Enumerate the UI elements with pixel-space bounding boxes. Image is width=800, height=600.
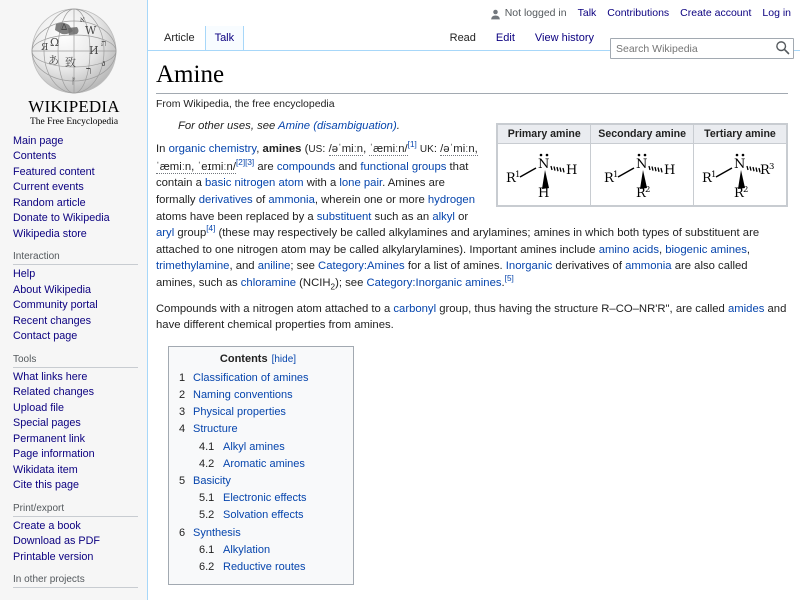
p1-text-27: . (501, 277, 505, 289)
svg-text:Я: Я (41, 43, 49, 53)
toc-entry[interactable] (179, 456, 337, 473)
sidebar-item[interactable] (0, 180, 147, 196)
link-aryl[interactable]: aryl (156, 227, 175, 240)
tab-edit[interactable]: Edit (486, 26, 525, 50)
sidebar-portals (0, 134, 147, 589)
toc-entry[interactable] (179, 490, 337, 507)
svg-text:W: W (85, 24, 97, 37)
sidebar-link-contents[interactable]: Contents (13, 150, 57, 163)
p1-text-25: (NCIH (296, 277, 331, 289)
svg-text:N: N (636, 157, 648, 173)
reference-5[interactable]: [5] (504, 274, 514, 284)
toc-link-synthesis[interactable]: Synthesis (193, 526, 241, 539)
link-substituent[interactable]: substituent (316, 210, 372, 223)
link-trimethylamine[interactable]: trimethylamine (156, 260, 230, 273)
svg-text:ת: ת (101, 39, 107, 49)
sidebar-link-wikidata-item[interactable]: Wikidata item (13, 463, 78, 476)
secondary-amine-structure-icon (598, 146, 686, 198)
svg-text:1: 1 (515, 170, 521, 181)
svg-text:N: N (734, 157, 746, 173)
sidebar-item[interactable] (0, 550, 147, 566)
p1-text-8: that contain a (156, 160, 469, 190)
sidebar-link-donate[interactable]: Donate to Wikipedia (13, 212, 110, 225)
toc-entry[interactable] (179, 439, 337, 456)
p1-text-10: . Amines are formally (156, 177, 445, 207)
hatnote-prefix: For other uses, see (178, 120, 279, 133)
structure-cell-primary (498, 144, 591, 206)
sidebar-item[interactable] (0, 401, 147, 417)
toc-number: 3 (179, 406, 186, 419)
sidebar-item[interactable] (0, 298, 147, 314)
toc-number: 4.2 (199, 457, 215, 470)
svg-text:3: 3 (769, 162, 775, 173)
toc-number: 6.2 (199, 561, 215, 574)
sidebar-heading-in-other-projects: In other projects (13, 574, 138, 588)
page-title: Amine (156, 59, 788, 94)
p2-text-2: group, thus having the structure R–CO–NR'R", are called (436, 302, 728, 315)
sidebar (0, 0, 148, 600)
sidebar-link-recent-changes[interactable]: Recent changes (13, 314, 92, 327)
toc-number: 4.1 (199, 440, 215, 453)
sidebar-link-cite-this-page[interactable]: Cite this page (13, 479, 80, 492)
toc-entry[interactable] (179, 525, 337, 542)
p1-text-16: group (174, 227, 207, 240)
structure-header-primary: Primary amine (498, 125, 591, 144)
p1-text-19: , (746, 243, 751, 256)
toc-number: 5.2 (199, 509, 215, 522)
link-inorganic[interactable]: Inorganic (505, 260, 553, 273)
tertiary-amine-structure-icon (696, 146, 784, 198)
sidebar-item[interactable] (0, 370, 147, 386)
p1-text-22: for a list of amines. (404, 260, 506, 273)
link-hydrogen[interactable]: hydrogen (427, 194, 475, 207)
sidebar-heading-tools: Tools (13, 354, 138, 368)
sidebar-link-random-article[interactable]: Random article (13, 196, 86, 209)
svg-text:2: 2 (645, 185, 651, 196)
svg-text:H: H (538, 186, 550, 199)
toc-link-aromatic-amines[interactable]: Aromatic amines (223, 457, 305, 470)
link-aniline[interactable]: aniline (257, 260, 291, 273)
sidebar-heading-print-export: Print/export (13, 503, 138, 517)
content-area (148, 0, 800, 600)
lead-paragraph-2 (156, 301, 788, 334)
tab-view-history[interactable]: View history (525, 26, 604, 50)
toc-entry[interactable] (179, 507, 337, 524)
sidebar-link-current-events[interactable]: Current events (13, 181, 84, 194)
svg-text:א: א (80, 15, 85, 24)
link-ammonia[interactable]: ammonia (268, 194, 315, 207)
reference-2[interactable]: [2] (235, 158, 246, 168)
sidebar-link-related-changes[interactable]: Related changes (13, 386, 95, 399)
view-tabs (440, 26, 604, 50)
p1-text-1: In (156, 143, 169, 156)
toc-entry[interactable] (179, 473, 337, 490)
wikipedia-globe-icon (23, 6, 125, 96)
link-organic-chemistry[interactable]: organic chemistry (168, 143, 257, 156)
table-of-contents (168, 346, 354, 585)
sidebar-item[interactable] (0, 267, 147, 283)
ipa-us-1: /əˈmiːn (328, 143, 364, 156)
p2-text-3: and have different chemical properties from amines. (156, 302, 787, 332)
toc-title-label: Contents (219, 352, 268, 365)
link-functional-groups[interactable]: functional groups (360, 160, 447, 173)
toc-link-alkyl-amines[interactable]: Alkyl amines (223, 440, 285, 453)
p1-text-3: ( (301, 143, 309, 156)
p1-text-12: , wherein one or more (314, 194, 428, 207)
toc-number: 5 (179, 475, 186, 487)
toc-link-classification-of-amines[interactable]: Classification of amines (193, 371, 309, 384)
user-silhouette-icon (490, 9, 501, 20)
wikipedia-logo[interactable] (0, 0, 148, 127)
sidebar-section-navigation (0, 134, 147, 243)
p1-text-21: ; see (290, 260, 319, 273)
p1-text-6: are (254, 160, 277, 173)
svg-text:ᚠ: ᚠ (71, 77, 77, 87)
sidebar-link-download-as-pdf[interactable]: Download as PDF (13, 535, 101, 548)
tab-read[interactable]: Read (440, 26, 486, 50)
primary-amine-structure-icon (500, 146, 588, 198)
wikipedia-tagline: The Free Encyclopedia (29, 116, 119, 127)
hatnote-suffix: . (396, 120, 400, 133)
link-alkyl[interactable]: alkyl (432, 210, 455, 223)
ipa-us-2: ˈæmiːn/ (369, 143, 408, 156)
svg-text:H: H (566, 163, 578, 179)
toc-number: 1 (179, 371, 186, 384)
p1-text-9: with a (303, 177, 340, 190)
link-amides[interactable]: amides (727, 302, 765, 315)
toc-entry[interactable] (179, 559, 337, 576)
p1-comma-1: , (363, 143, 370, 156)
sidebar-item[interactable] (0, 165, 147, 181)
structure-cell-secondary (591, 144, 694, 206)
personal-link-log-in[interactable]: Log in (762, 7, 791, 19)
sidebar-link-permanent-link[interactable]: Permanent link (13, 432, 86, 445)
tab-article[interactable]: Article (154, 26, 205, 50)
link-chloramine[interactable]: chloramine (240, 277, 297, 289)
sidebar-heading-interaction: Interaction (13, 251, 138, 265)
link-category-amines[interactable]: Category:Amines (318, 260, 405, 273)
toc-link-reductive-routes[interactable]: Reductive routes (223, 561, 306, 574)
p1-text-14: such as an (371, 210, 433, 223)
toc-entry[interactable] (179, 387, 337, 404)
p1-text-2: , (256, 143, 263, 156)
p1-text-17: (these may respectively be called alkylamines and arylamines; amines in which both types of substituent are attached to one nitrogen atom may be called alkylarylamines). Important amines include (156, 227, 760, 256)
formula-subscript-2: 2 (330, 282, 336, 292)
p1-text-4: : (322, 143, 329, 156)
ipa-uk: /əˈmiːn, ˈæmiːn, ˈeɪmiːn/ (156, 143, 478, 173)
sidebar-item[interactable] (0, 432, 147, 448)
toc-toggle-hide[interactable]: [hide] (271, 353, 297, 365)
structures-diagram-row (498, 144, 787, 206)
toc-number: 2 (179, 388, 186, 401)
personal-tools-bar (148, 0, 800, 26)
toc-link-basicity[interactable]: Basicity (193, 475, 231, 487)
structure-header-tertiary: Tertiary amine (694, 125, 787, 144)
p1-text-11: of (252, 194, 269, 207)
svg-text:H: H (664, 163, 676, 179)
sidebar-link-featured-content[interactable]: Featured content (13, 165, 95, 178)
toc-entry[interactable] (179, 421, 337, 438)
not-logged-in-status (490, 7, 567, 19)
sidebar-item[interactable] (0, 211, 147, 227)
p1-text-24: are also called amines, such as (156, 260, 748, 289)
svg-text:あ: あ (48, 54, 59, 67)
article-body (148, 51, 800, 600)
p1-text-15: or (454, 210, 469, 223)
term-amines: amines (262, 143, 302, 156)
structures-table (497, 124, 787, 206)
toc-number: 4 (179, 423, 186, 436)
personal-link-create-account[interactable]: Create account (680, 7, 752, 19)
link-amino-acids[interactable]: amino acids (598, 243, 659, 256)
sidebar-link-what-links-here[interactable]: What links here (13, 370, 88, 383)
sidebar-link-main-page[interactable]: Main page (13, 134, 64, 147)
tab-talk[interactable]: Talk (205, 26, 245, 50)
sidebar-link-printable-version[interactable]: Printable version (13, 550, 94, 563)
svg-text:1: 1 (613, 170, 619, 181)
link-carbonyl[interactable]: carbonyl (393, 302, 437, 315)
sidebar-item[interactable] (0, 283, 147, 299)
p1-text-23: derivatives of (552, 260, 626, 273)
reference-3[interactable]: [3] (245, 158, 255, 168)
sidebar-item[interactable] (0, 463, 147, 479)
toc-link-physical-properties[interactable]: Physical properties (193, 406, 286, 419)
toc-number: 6 (179, 526, 186, 539)
link-ammonia-2[interactable]: ammonia (625, 260, 672, 273)
reference-1[interactable]: [1] (407, 140, 417, 150)
toc-link-alkylation[interactable]: Alkylation (223, 543, 271, 556)
sidebar-item[interactable] (0, 314, 147, 330)
link-nitrogen-atom[interactable]: nitrogen atom (234, 177, 304, 190)
toc-link-structure[interactable]: Structure (193, 423, 238, 436)
p1-text-7: and (335, 160, 361, 173)
personal-link-contributions[interactable]: Contributions (607, 7, 670, 19)
namespace-tabs (154, 26, 244, 50)
svg-text:ᐃ: ᐃ (61, 23, 68, 33)
svg-text:R: R (636, 186, 646, 199)
sidebar-link-upload-file[interactable]: Upload file (13, 401, 65, 414)
sidebar-link-create-a-book[interactable]: Create a book (13, 519, 81, 532)
p1-text-13: atoms have been replaced by a (156, 210, 317, 223)
toc-number: 5.1 (199, 492, 215, 505)
link-derivatives[interactable]: derivatives (198, 194, 253, 207)
structures-header-row (498, 125, 787, 144)
sidebar-section-tools (0, 370, 147, 494)
structure-cell-tertiary (694, 144, 787, 206)
p2-text-1: Compounds with a nitrogen atom attached to a (156, 302, 394, 315)
sidebar-item[interactable] (0, 447, 147, 463)
toc-entry[interactable] (179, 370, 337, 387)
svg-text:ง: ง (101, 59, 106, 69)
hatnote-link[interactable]: Amine (disambiguation) (278, 120, 397, 133)
svg-text:ר: ר (86, 64, 92, 77)
sidebar-link-store[interactable]: Wikipedia store (13, 227, 87, 240)
link-compounds[interactable]: compounds (276, 160, 336, 173)
amine-structures-table (496, 123, 788, 207)
toc-entry[interactable] (179, 404, 337, 421)
p1-text-20: , and (229, 260, 258, 273)
svg-text:И: И (89, 44, 99, 57)
toc-number: 6.1 (199, 543, 215, 556)
svg-text:Ω: Ω (50, 36, 60, 49)
sidebar-item[interactable] (0, 519, 147, 535)
svg-text:R: R (760, 163, 770, 179)
sidebar-item[interactable] (0, 227, 147, 243)
sidebar-item[interactable] (0, 329, 147, 345)
sidebar-item[interactable] (0, 134, 147, 150)
sidebar-link-contact-page[interactable]: Contact page (13, 330, 78, 343)
sidebar-item[interactable] (0, 149, 147, 165)
toc-header (179, 353, 337, 365)
svg-text:R: R (506, 171, 517, 187)
tab-bar (148, 26, 800, 51)
link-biogenic-amines[interactable]: biogenic amines (665, 243, 747, 256)
sidebar-item[interactable] (0, 196, 147, 212)
toc-list (179, 370, 337, 576)
label-us: US (308, 144, 323, 156)
sidebar-link-page-information[interactable]: Page information (13, 448, 95, 461)
svg-text:R: R (734, 186, 744, 199)
sidebar-link-help[interactable]: Help (13, 268, 36, 281)
reference-4[interactable]: [4] (206, 224, 216, 234)
link-lone-pair[interactable]: lone pair (339, 177, 383, 190)
toc-link-naming-conventions[interactable]: Naming conventions (193, 388, 293, 401)
toc-link-electronic-effects[interactable]: Electronic effects (223, 492, 307, 505)
p1-text-26: ); see (335, 277, 367, 289)
site-subtitle: From Wikipedia, the free encyclopedia (156, 98, 335, 111)
sidebar-item[interactable] (0, 534, 147, 550)
toc-entry[interactable] (179, 542, 337, 559)
not-logged-in-label: Not logged in (504, 7, 567, 19)
label-uk: UK (419, 144, 434, 156)
svg-text:2: 2 (743, 185, 749, 196)
link-category-inorganic-amines[interactable]: Category:Inorganic amines (366, 277, 502, 289)
sidebar-link-about-wikipedia[interactable]: About Wikipedia (13, 283, 92, 296)
sidebar-item[interactable] (0, 416, 147, 432)
p1-text-18: , (658, 243, 666, 256)
personal-link-talk[interactable]: Talk (577, 7, 597, 19)
structure-header-secondary: Secondary amine (591, 125, 694, 144)
svg-text:致: 致 (65, 56, 76, 69)
toc-link-solvation-effects[interactable]: Solvation effects (223, 509, 304, 522)
p1-text-5: : (433, 143, 441, 156)
wikipedia-wordmark: WIKIPEDIA (28, 97, 120, 116)
svg-text:N: N (538, 157, 550, 173)
sidebar-link-special-pages[interactable]: Special pages (13, 417, 81, 430)
link-basic[interactable]: basic (205, 177, 232, 190)
sidebar-item[interactable] (0, 478, 147, 494)
sidebar-section-interaction (0, 267, 147, 345)
sidebar-section-print-export (0, 519, 147, 566)
svg-text:R: R (604, 171, 614, 187)
svg-text:R: R (702, 171, 712, 187)
sidebar-link-community-portal[interactable]: Community portal (13, 299, 98, 312)
svg-text:1: 1 (711, 170, 717, 181)
sidebar-item[interactable] (0, 385, 147, 401)
